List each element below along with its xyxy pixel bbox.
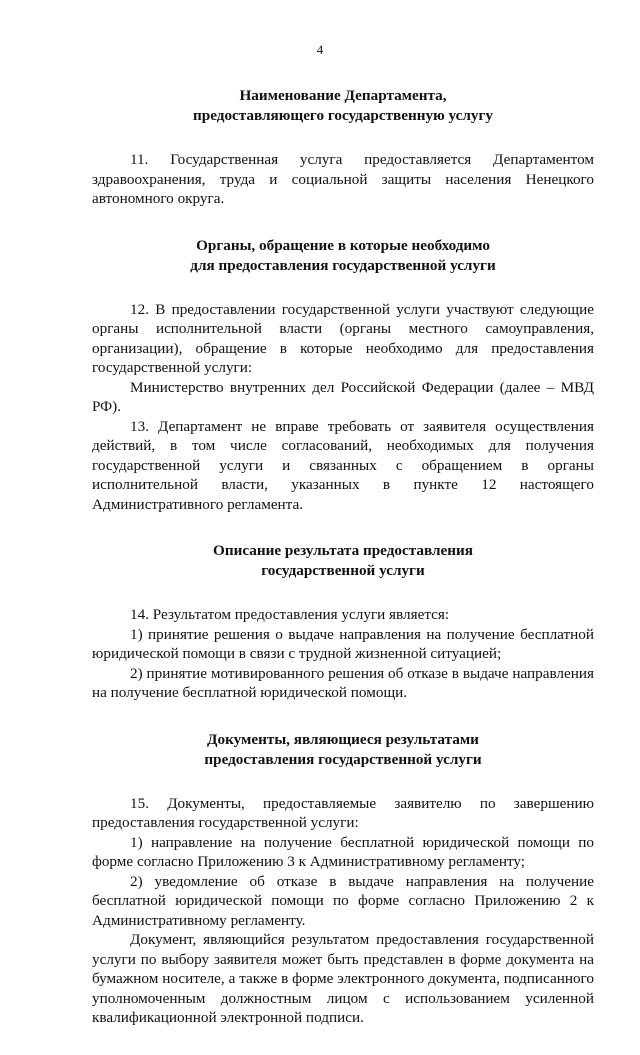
section-heading — [92, 730, 594, 770]
heading-line: государственной услуги — [261, 562, 425, 579]
heading-line: Органы, обращение в которые необходимо — [196, 236, 490, 254]
heading-line: Документы, являющиеся результатами — [207, 730, 479, 748]
section-department — [92, 86, 594, 209]
paragraph: 12. В предоставлении государственной услуги участвуют следующие органы исполнительной власти (органы местного самоуправления, организации), обращение в которые необходимо для предоставления государственной услуги: — [92, 300, 594, 376]
heading-line: для предоставления государственной услуги — [190, 256, 496, 274]
paragraph: 2) уведомление об отказе в выдаче направления на получение бесплатной юридической помощи по форме согласно Приложению 2 к Административному регламенту. — [92, 872, 594, 929]
page-number: 4 — [316, 42, 324, 57]
section-result — [92, 541, 594, 703]
section-bodies — [92, 236, 594, 515]
heading-line: Описание результата предоставления — [213, 542, 473, 559]
heading-line: предоставляющего государственную услугу — [193, 107, 493, 124]
paragraph: 14. Результатом предоставления услуги является: — [130, 606, 450, 623]
paragraph: 1) направление на получение бесплатной юридической помощи по форме согласно Приложению 3 к Административному регламенту; — [92, 833, 594, 870]
paragraph: Документ, являющийся результатом предоставления государственной услуги по выбору заявителя может быть представлен в форме документа на бумажном носителе, а также в форме электронного документа, подписанного уполномоченным должностным лицом с использованием усиленной квалификационной электронной подписи. — [92, 931, 594, 1026]
heading-line: Наименование Департамента, — [239, 87, 447, 104]
paragraph: 15. Документы, предоставляемые заявителю по завершению предоставления государственной услуги: — [92, 794, 594, 831]
paragraph: 13. Департамент не вправе требовать от заявителя осуществления действий, в том числе согласований, необходимых для получения государственной услуги и связанных с обращением в органы исполнительной власти, указанных в пункте 12 настоящего Административного регламента. — [92, 417, 594, 513]
heading-line: предоставления государственной услуги — [204, 750, 482, 768]
paragraph: 11. Государственная услуга предоставляется Департаментом здравоохранения, труда и социальной защиты населения Ненецкого автономного округа. — [92, 151, 594, 207]
paragraph: 2) принятие мотивированного решения об отказе в выдаче направления на получение бесплатной юридической помощи. — [92, 664, 594, 701]
section-heading — [92, 86, 594, 126]
section-heading — [92, 236, 594, 276]
paragraph: Министерство внутренних дел Российской Федерации (далее – МВД РФ). — [92, 378, 594, 415]
section-heading — [92, 541, 594, 581]
document-body — [92, 86, 594, 1055]
section-documents — [92, 730, 594, 1028]
paragraph: 1) принятие решения о выдаче направления на получение бесплатной юридической помощи в связи с трудной жизненной ситуацией; — [92, 625, 594, 662]
